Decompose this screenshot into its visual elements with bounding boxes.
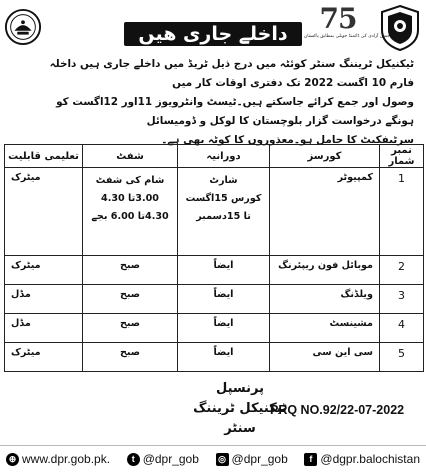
duration-cell bbox=[178, 168, 270, 256]
intro-line: سرٹیفکیٹ کا حامل ہو۔معذوروں کا کوٹہ بھی ہے۔ bbox=[161, 134, 414, 146]
duration-cell: ایضاً bbox=[178, 285, 270, 314]
course-cell: مشینسٹ bbox=[270, 314, 380, 343]
shift-cell bbox=[83, 168, 178, 256]
header-serial: نمبر شمار bbox=[380, 145, 424, 168]
qualification-cell: میٹرک bbox=[5, 168, 83, 256]
prq-number: PRQ NO.92/22-07-2022 bbox=[270, 403, 405, 417]
table-row bbox=[5, 314, 424, 343]
duration-cell: ایضاً bbox=[178, 343, 270, 372]
instagram-link-item[interactable] bbox=[216, 452, 288, 466]
twitter-handle[interactable]: @dpr_gob bbox=[142, 452, 199, 466]
intro-line: ٹیکنیکل ٹریننگ سنٹر کوئٹہ میں درج ذیل ٹریڈ میں داخلے جاری ہیں داخلہ فارم 10 اگست 2022 تک دفتری اوقات کار میں bbox=[49, 58, 414, 89]
intro-line: وصول اور جمع کرائے جاسکتے ہیں۔ٹیسٹ وانٹرویوز 11اور 12اگست کو ہونگے درخواست گزار بلوچستان کا لوکل و ڈومیسائل bbox=[56, 96, 414, 127]
social-footer bbox=[0, 445, 426, 472]
courses-table bbox=[4, 144, 424, 372]
course-cell: ویلڈنگ bbox=[270, 285, 380, 314]
course-cell: موبائل فون ریپئرنگ bbox=[270, 256, 380, 285]
shift-cell: صبح bbox=[83, 343, 178, 372]
qualification-cell: میٹرک bbox=[5, 256, 83, 285]
jubilee-logo bbox=[304, 2, 391, 50]
table-row bbox=[5, 256, 424, 285]
duration-line: شارٹ bbox=[209, 175, 238, 186]
shift-cell: صبح bbox=[83, 256, 178, 285]
jubilee-caption: جشن آزادی کی ڈائمنڈ جوبلی بمطابق پاکستان bbox=[304, 34, 391, 39]
header-shift: شفٹ bbox=[83, 145, 178, 168]
serial-cell: 3 bbox=[380, 285, 424, 314]
serial-cell: 4 bbox=[380, 314, 424, 343]
table-header-row bbox=[5, 145, 424, 168]
globe-icon: ⊕ bbox=[6, 453, 19, 466]
twitter-icon: t bbox=[127, 453, 140, 466]
instagram-icon: ◎ bbox=[216, 453, 229, 466]
header-duration: دورانیہ bbox=[178, 145, 270, 168]
government-emblem-icon bbox=[4, 8, 42, 46]
website-link-item[interactable] bbox=[6, 452, 110, 466]
table-row bbox=[5, 168, 424, 256]
facebook-icon: f bbox=[304, 453, 317, 466]
table-row bbox=[5, 343, 424, 372]
qualification-cell: میٹرک bbox=[5, 343, 83, 372]
header-qualification: تعلیمی قابلیت bbox=[5, 145, 83, 168]
course-cell: سی این سی bbox=[270, 343, 380, 372]
facebook-handle[interactable]: @dgpr.balochistan bbox=[320, 452, 420, 466]
admission-title-banner bbox=[124, 22, 302, 46]
serial-cell: 1 bbox=[380, 168, 424, 256]
table-row bbox=[5, 285, 424, 314]
instagram-handle[interactable]: @dpr_gob bbox=[231, 452, 288, 466]
page-title: داخلے جاری ھیں bbox=[138, 23, 288, 45]
serial-cell: 2 bbox=[380, 256, 424, 285]
duration-cell: ایضاً bbox=[178, 256, 270, 285]
twitter-link-item[interactable] bbox=[127, 452, 199, 466]
shift-cell: صبح bbox=[83, 285, 178, 314]
qualification-cell: مڈل bbox=[5, 285, 83, 314]
shift-line: شام کی شفٹ 3.00تا 4.30 bbox=[95, 175, 165, 204]
duration-line: تا 15دسمبر bbox=[196, 211, 251, 222]
principal-label: پرنسپل bbox=[216, 381, 264, 396]
serial-cell: 5 bbox=[380, 343, 424, 372]
qualification-cell: مڈل bbox=[5, 314, 83, 343]
shift-cell: صبح bbox=[83, 314, 178, 343]
facebook-link-item[interactable] bbox=[304, 452, 420, 466]
duration-cell: ایضاً bbox=[178, 314, 270, 343]
course-cell: کمپیوٹر bbox=[270, 168, 380, 256]
shift-line: 4.30تا 6.00 بجے bbox=[91, 211, 169, 222]
centre-name: ٹیکنیکل ٹریننگ سنٹر bbox=[193, 401, 287, 436]
jubilee-number: 75 bbox=[319, 2, 357, 35]
duration-line: کورس 15اگست bbox=[185, 193, 262, 204]
intro-paragraph bbox=[24, 55, 414, 150]
website-link[interactable]: www.dpr.gob.pk. bbox=[22, 452, 111, 466]
header-course: کورسز bbox=[270, 145, 380, 168]
training-centre-emblem-icon bbox=[378, 4, 422, 52]
